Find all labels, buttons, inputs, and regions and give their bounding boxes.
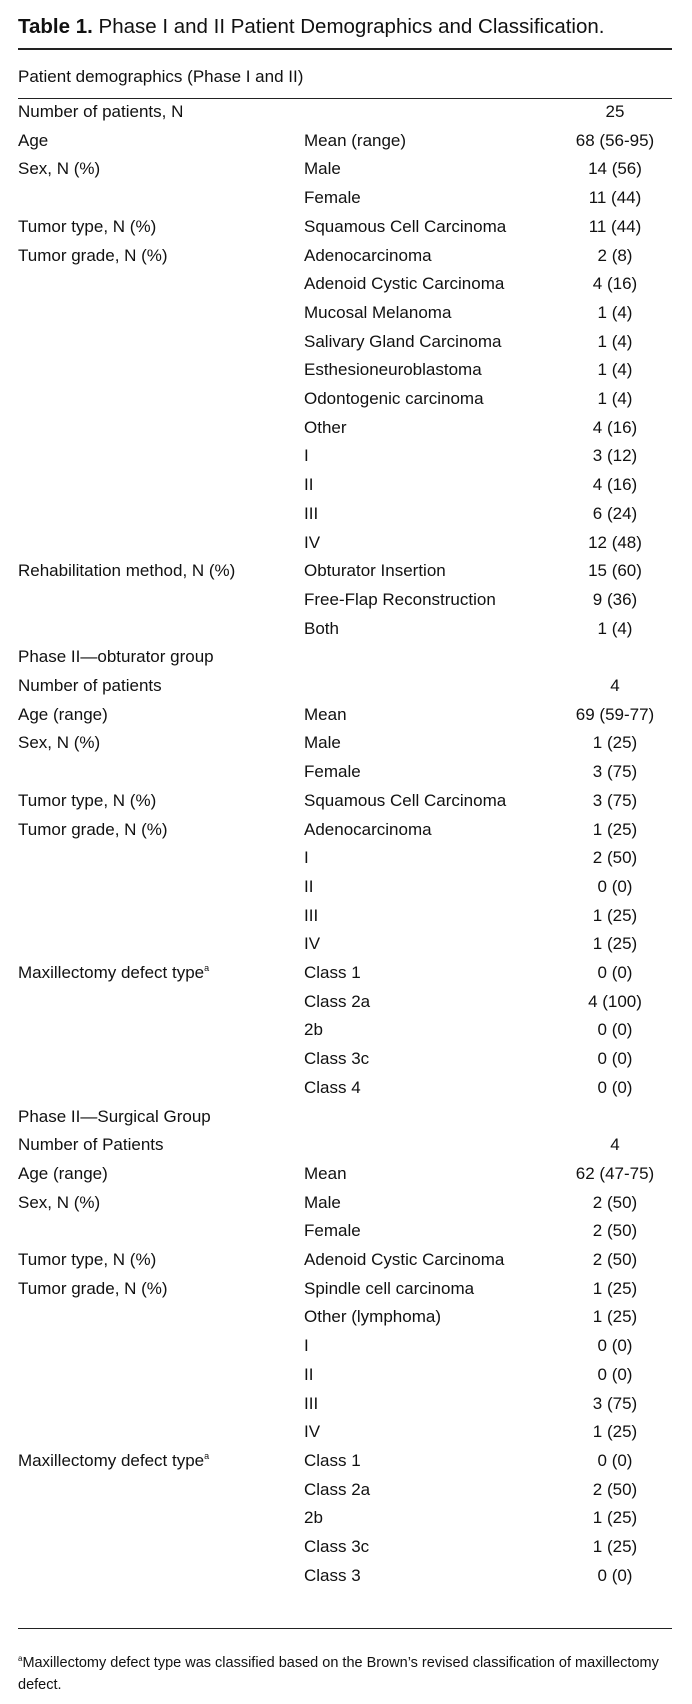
row-label <box>18 216 156 238</box>
row-value-text: 2 (50) <box>592 1192 638 1212</box>
row-category-text: Class 2a <box>304 991 371 1011</box>
row-category-text: 2b <box>304 1020 323 1040</box>
row-category-text: Esthesioneuroblastoma <box>304 360 482 380</box>
row-category <box>304 1306 441 1328</box>
row-category <box>304 1479 370 1501</box>
row-label-text: Rehabilitation method, N (%) <box>18 561 236 581</box>
row-label <box>18 819 168 841</box>
row-value-text: 2 (50) <box>592 1221 638 1241</box>
row-category-text: Salivary Gland Carcinoma <box>304 331 502 351</box>
row-value-text: 2 (50) <box>592 848 638 868</box>
row-value-text: 6 (24) <box>592 503 638 523</box>
row-value-text: 15 (60) <box>588 561 642 581</box>
row-label <box>18 962 209 984</box>
row-label <box>18 245 168 267</box>
row-value <box>565 1479 665 1501</box>
row-value <box>565 1192 665 1214</box>
row-category-text: I <box>304 1336 309 1356</box>
row-label <box>18 1249 156 1271</box>
row-value-text: 0 (0) <box>597 963 633 982</box>
row-value-text: 12 (48) <box>588 532 642 552</box>
footnote-ref: a <box>204 1450 210 1461</box>
row-category-text: Class 1 <box>304 963 361 982</box>
row-label <box>18 1450 209 1472</box>
row-value-text: 0 (0) <box>597 1565 633 1585</box>
row-label-text: Sex, N (%) <box>18 159 101 179</box>
row-value <box>565 245 665 267</box>
row-category <box>304 130 406 152</box>
row-category-text: Adenoid Cystic Carcinoma <box>304 274 505 294</box>
row-value <box>565 1393 665 1415</box>
row-value <box>565 933 665 955</box>
row-value-text: 1 (25) <box>592 1278 638 1298</box>
row-category <box>304 876 313 898</box>
row-value <box>565 331 665 353</box>
row-category <box>304 359 482 381</box>
row-category-text: III <box>304 905 319 925</box>
row-value-text: 1 (25) <box>592 1422 638 1442</box>
row-label-text: Maxillectomy defect type <box>18 1450 205 1470</box>
footnote-ref: a <box>204 963 210 973</box>
row-label <box>18 790 156 812</box>
row-category-text: Other <box>304 417 347 437</box>
row-value <box>565 991 665 1013</box>
row-value-text: 1 (4) <box>597 302 633 322</box>
row-category <box>304 933 320 955</box>
row-label <box>18 1278 168 1300</box>
row-value <box>565 1077 665 1099</box>
row-label <box>18 704 108 726</box>
row-label <box>18 130 48 152</box>
row-category <box>304 1048 369 1070</box>
row-category-text: IV <box>304 934 321 954</box>
row-value-text: 1 (4) <box>597 331 633 351</box>
row-value <box>565 1306 665 1328</box>
row-category-text: Free-Flap Reconstruction <box>304 589 496 609</box>
row-category-text: Class 3c <box>304 1049 370 1069</box>
row-category <box>304 589 496 611</box>
row-value <box>565 101 665 123</box>
row-category-text: II <box>304 876 314 896</box>
row-category <box>304 618 339 640</box>
row-value <box>565 273 665 295</box>
row-label <box>18 1134 164 1156</box>
row-category <box>304 1421 320 1443</box>
row-value <box>565 618 665 640</box>
row-value-text: 4 <box>610 1135 620 1155</box>
row-value <box>565 589 665 611</box>
row-value <box>565 359 665 381</box>
row-value-text: 1 (25) <box>592 819 638 839</box>
row-label-text: Number of patients, N <box>18 102 184 121</box>
row-label <box>18 646 214 668</box>
row-value <box>565 732 665 754</box>
row-value-text: 2 (50) <box>592 1479 638 1499</box>
row-category <box>304 445 309 467</box>
row-value-text: 1 (25) <box>592 1508 638 1528</box>
row-label-text: Phase II—Surgical Group <box>18 1106 211 1126</box>
row-category <box>304 1163 347 1185</box>
table-subheader: Patient demographics (Phase I and II) <box>18 67 304 86</box>
row-value <box>565 675 665 697</box>
row-category <box>304 1192 341 1214</box>
row-value-text: 4 (16) <box>592 417 638 437</box>
row-value <box>565 1048 665 1070</box>
row-category <box>304 187 361 209</box>
row-category <box>304 1393 318 1415</box>
row-value <box>565 704 665 726</box>
row-label-text: Maxillectomy defect type <box>18 963 205 982</box>
row-value-text: 9 (36) <box>592 589 638 609</box>
row-value-text: 68 (56-95) <box>575 130 655 150</box>
row-value-text: 11 (44) <box>588 188 642 208</box>
row-category <box>304 819 432 841</box>
row-label <box>18 1192 100 1214</box>
row-value <box>565 962 665 984</box>
row-category <box>304 905 318 927</box>
row-value <box>565 417 665 439</box>
row-label <box>18 1163 108 1185</box>
row-label-text: Number of patients <box>18 676 162 695</box>
table-caption: Phase I and II Patient Demographics and Classification. <box>98 15 605 38</box>
row-category-text: IV <box>304 1422 321 1442</box>
row-value-text: 4 (16) <box>592 475 638 495</box>
row-value-text: 1 (25) <box>592 1307 638 1327</box>
row-label-text: Sex, N (%) <box>18 733 101 753</box>
row-label-text: Age (range) <box>18 704 108 724</box>
row-category <box>304 331 501 353</box>
row-category <box>304 1536 369 1558</box>
row-category <box>304 1335 309 1357</box>
row-category <box>304 704 347 726</box>
row-value <box>565 445 665 467</box>
row-category-text: I <box>304 848 309 868</box>
row-category-text: Female <box>304 762 361 782</box>
row-category <box>304 1450 361 1472</box>
row-value <box>565 1134 665 1156</box>
row-value-text: 0 (0) <box>597 876 633 896</box>
row-value <box>565 1507 665 1529</box>
row-category-text: 2b <box>304 1508 323 1528</box>
row-category <box>304 761 361 783</box>
row-category <box>304 1507 323 1529</box>
row-value-text: 0 (0) <box>597 1336 633 1356</box>
table-footnote <box>18 1652 674 1696</box>
row-category-text: Adenocarcinoma <box>304 819 432 839</box>
row-value <box>565 1019 665 1041</box>
row-value-text: 1 (25) <box>592 733 638 753</box>
row-category-text: Male <box>304 1192 341 1212</box>
row-category-text: Squamous Cell Carcinoma <box>304 216 507 236</box>
row-label-text: Tumor grade, N (%) <box>18 1278 168 1298</box>
row-value <box>565 790 665 812</box>
row-value-text: 0 (0) <box>597 1364 633 1384</box>
row-category-text: Other (lymphoma) <box>304 1307 441 1327</box>
row-value <box>565 1335 665 1357</box>
row-value-text: 0 (0) <box>597 1450 633 1470</box>
row-value <box>565 1163 665 1185</box>
row-value <box>565 158 665 180</box>
row-label <box>18 560 235 582</box>
row-value <box>565 905 665 927</box>
row-category <box>304 962 361 984</box>
row-category-text: II <box>304 1364 314 1384</box>
row-value <box>565 388 665 410</box>
row-label-text: Phase II—obturator group <box>18 647 214 667</box>
row-value <box>565 876 665 898</box>
row-category <box>304 532 320 554</box>
row-value <box>565 474 665 496</box>
table-title <box>18 14 678 40</box>
row-value-text: 2 (50) <box>592 1250 638 1269</box>
row-category-text: Mean <box>304 1163 347 1183</box>
row-category-text: III <box>304 503 319 523</box>
row-category <box>304 503 318 525</box>
row-value <box>565 1220 665 1242</box>
row-label <box>18 101 183 123</box>
row-category-text: Adenocarcinoma <box>304 245 432 265</box>
row-category <box>304 245 432 267</box>
row-label-text: Tumor type, N (%) <box>18 216 157 236</box>
row-category-text: Adenoid Cystic Carcinoma <box>304 1250 505 1269</box>
row-value <box>565 302 665 324</box>
row-value-text: 11 (44) <box>588 216 642 236</box>
footnote-text: Maxillectomy defect type was classified based on the Brown’s revised classification of maxillectomy defect. <box>18 1655 659 1693</box>
row-value <box>565 187 665 209</box>
row-value-text: 62 (47-75) <box>575 1163 655 1183</box>
row-category-text: I <box>304 446 309 466</box>
row-category <box>304 790 506 812</box>
row-category-text: Spindle cell carcinoma <box>304 1278 475 1298</box>
row-label-text: Tumor grade, N (%) <box>18 245 168 265</box>
row-category-text: Squamous Cell Carcinoma <box>304 790 507 810</box>
row-value <box>565 761 665 783</box>
row-value-text: 1 (4) <box>597 618 633 638</box>
row-value <box>565 1278 665 1300</box>
row-label-text: Tumor type, N (%) <box>18 1250 157 1269</box>
row-category <box>304 302 451 324</box>
row-value-text: 3 (75) <box>592 762 638 782</box>
row-category-text: Female <box>304 1221 361 1241</box>
row-value-text: 4 <box>610 676 620 695</box>
row-value-text: 2 (8) <box>597 245 633 265</box>
row-value-text: 69 (59-77) <box>575 704 655 724</box>
row-category <box>304 732 341 754</box>
row-value-text: 14 (56) <box>588 159 642 179</box>
row-label-text: Sex, N (%) <box>18 1192 101 1212</box>
row-category-text: Class 1 <box>304 1450 361 1470</box>
row-label-text: Tumor grade, N (%) <box>18 819 168 839</box>
row-category <box>304 474 313 496</box>
row-value <box>565 532 665 554</box>
row-value-text: 3 (12) <box>592 446 638 466</box>
row-category <box>304 1565 361 1587</box>
row-category <box>304 388 484 410</box>
row-category-text: Class 3c <box>304 1537 370 1556</box>
top-rule <box>18 48 672 50</box>
row-value-text: 1 (4) <box>597 360 633 380</box>
row-label <box>18 732 100 754</box>
table-label: Table 1. <box>18 15 93 38</box>
row-category-text: Mean (range) <box>304 130 407 150</box>
row-category-text: IV <box>304 532 321 552</box>
row-value <box>565 1249 665 1271</box>
row-value <box>565 1565 665 1587</box>
bottom-rule <box>18 1628 672 1629</box>
row-label <box>18 675 162 697</box>
row-value <box>565 130 665 152</box>
row-category <box>304 273 504 295</box>
row-category-text: Male <box>304 159 341 179</box>
row-category <box>304 216 506 238</box>
row-category <box>304 1364 313 1386</box>
row-value-text: 0 (0) <box>597 1020 633 1040</box>
row-value <box>565 503 665 525</box>
row-value-text: 4 (16) <box>592 274 638 294</box>
row-category-text: Class 3 <box>304 1565 361 1585</box>
row-value <box>565 1536 665 1558</box>
row-category <box>304 560 446 582</box>
row-label-text: Number of Patients <box>18 1135 164 1155</box>
row-category-text: Both <box>304 618 339 638</box>
row-category-text: Mucosal Melanoma <box>304 302 452 322</box>
row-category-text: Female <box>304 188 361 208</box>
row-category <box>304 847 309 869</box>
row-value <box>565 819 665 841</box>
row-value <box>565 216 665 238</box>
row-value-text: 25 <box>605 102 625 121</box>
row-value-text: 0 (0) <box>597 1049 633 1069</box>
row-category <box>304 158 341 180</box>
row-category-text: II <box>304 475 314 495</box>
header-rule <box>18 98 672 99</box>
row-category-text: Male <box>304 733 341 753</box>
row-value <box>565 1421 665 1443</box>
row-label-text: Age (range) <box>18 1163 108 1183</box>
footnote-marker: a <box>18 1654 23 1663</box>
row-label-text: Tumor type, N (%) <box>18 790 157 810</box>
row-label-text: Age <box>18 130 49 150</box>
row-value-text: 1 (25) <box>592 1537 638 1556</box>
row-category-text: Mean <box>304 704 347 724</box>
row-label <box>18 158 100 180</box>
row-category <box>304 1278 474 1300</box>
row-value-text: 1 (25) <box>592 934 638 954</box>
row-label <box>18 1106 211 1128</box>
row-category-text: Obturator Insertion <box>304 561 446 581</box>
row-category-text: Class 4 <box>304 1077 361 1097</box>
row-category <box>304 1019 323 1041</box>
row-value <box>565 1364 665 1386</box>
row-category <box>304 1249 504 1271</box>
row-category <box>304 417 347 439</box>
row-value-text: 3 (75) <box>592 790 638 810</box>
row-value-text: 1 (25) <box>592 905 638 925</box>
row-category-text: Class 2a <box>304 1479 371 1499</box>
row-value <box>565 560 665 582</box>
row-value-text: 4 (100) <box>588 991 642 1011</box>
row-category <box>304 991 370 1013</box>
row-value-text: 1 (4) <box>597 389 633 408</box>
row-value-text: 0 (0) <box>597 1077 633 1097</box>
row-category-text: Odontogenic carcinoma <box>304 389 484 408</box>
row-category-text: III <box>304 1393 319 1413</box>
row-value <box>565 847 665 869</box>
row-value <box>565 1450 665 1472</box>
row-category <box>304 1077 361 1099</box>
row-category <box>304 1220 361 1242</box>
row-value-text: 3 (75) <box>592 1393 638 1413</box>
